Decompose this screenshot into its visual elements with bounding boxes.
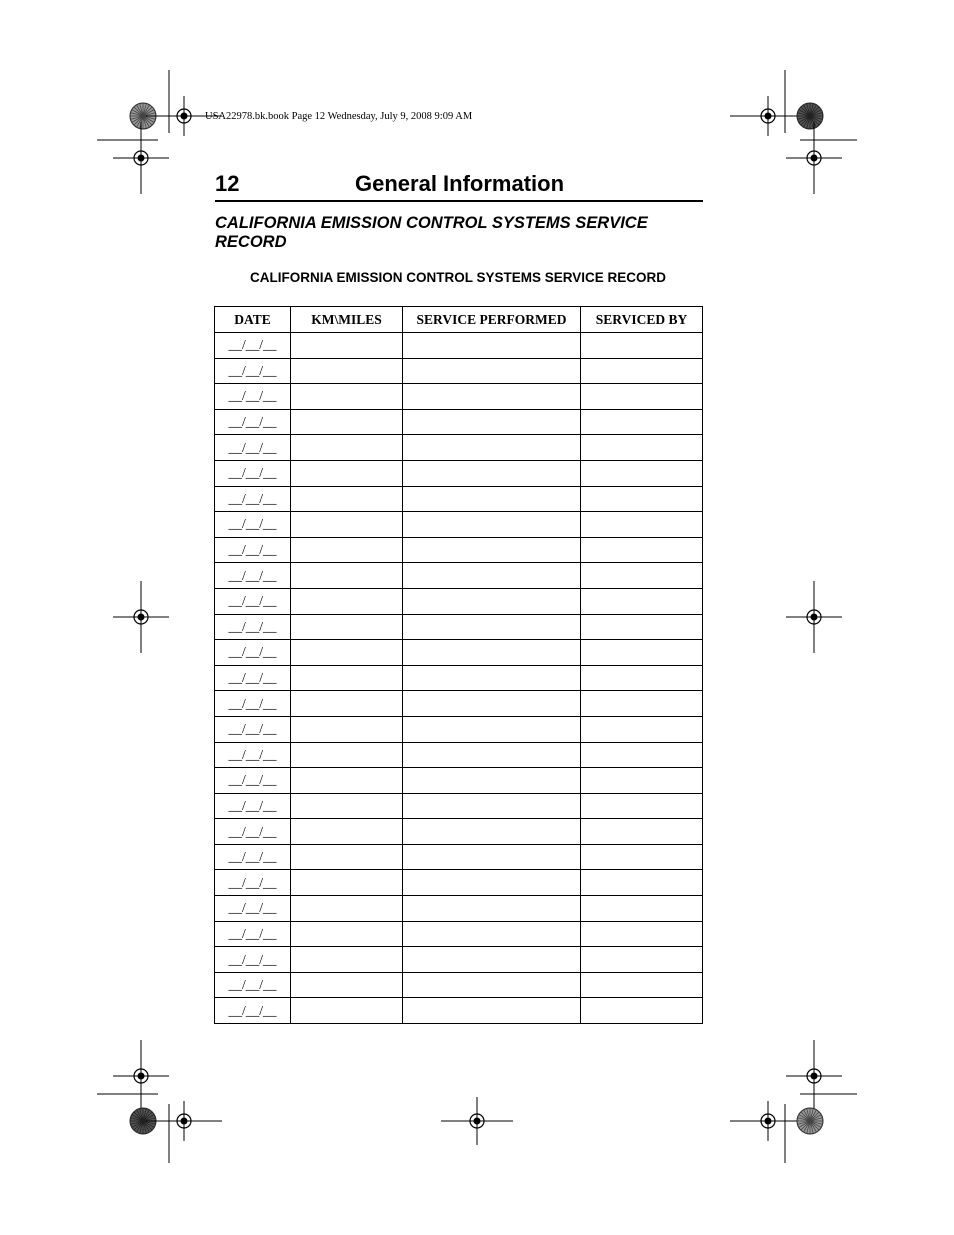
header-service-performed: SERVICE PERFORMED	[403, 307, 581, 333]
date-cell: __/__/__	[215, 691, 291, 717]
table-row	[215, 460, 703, 486]
km-miles-cell	[291, 665, 403, 691]
page-title: General Information	[355, 171, 565, 196]
table-row	[215, 435, 703, 461]
table-row	[215, 512, 703, 538]
table-row	[215, 716, 703, 742]
km-miles-cell	[291, 409, 403, 435]
service-performed-cell	[403, 870, 581, 896]
date-cell: __/__/__	[215, 921, 291, 947]
date-cell: __/__/__	[215, 972, 291, 998]
table-row	[215, 819, 703, 845]
service-performed-cell	[403, 640, 581, 666]
table-row	[215, 896, 703, 922]
table-row	[215, 563, 703, 589]
km-miles-cell	[291, 460, 403, 486]
serviced-by-cell	[581, 665, 703, 691]
serviced-by-cell	[581, 947, 703, 973]
serviced-by-cell	[581, 972, 703, 998]
service-performed-cell	[403, 384, 581, 410]
service-performed-cell	[403, 409, 581, 435]
header-km-miles: KM\MILES	[291, 307, 403, 333]
serviced-by-cell	[581, 460, 703, 486]
km-miles-cell	[291, 716, 403, 742]
date-cell: __/__/__	[215, 870, 291, 896]
print-slug: USA22978.bk.book Page 12 Wednesday, July 9, 2008 9:09 AM	[205, 111, 473, 122]
service-record-table	[214, 306, 703, 1024]
registration-mark-icon	[786, 1040, 842, 1112]
service-performed-cell	[403, 486, 581, 512]
serviced-by-cell	[581, 563, 703, 589]
color-bar-icon	[797, 103, 823, 129]
date-cell: __/__/__	[215, 486, 291, 512]
service-performed-cell	[403, 998, 581, 1024]
km-miles-cell	[291, 333, 403, 359]
table-row	[215, 742, 703, 768]
service-performed-cell	[403, 563, 581, 589]
table-row	[215, 614, 703, 640]
serviced-by-cell	[581, 819, 703, 845]
section-heading: CALIFORNIA EMISSION CONTROL SYSTEMS SERVICE RECORD	[215, 214, 648, 251]
registration-mark-icon	[786, 122, 842, 194]
service-performed-cell	[403, 716, 581, 742]
service-performed-cell	[403, 512, 581, 538]
serviced-by-cell	[581, 793, 703, 819]
date-cell: __/__/__	[215, 947, 291, 973]
date-cell: __/__/__	[215, 563, 291, 589]
registration-mark-icon	[113, 122, 169, 194]
km-miles-cell	[291, 486, 403, 512]
table-row	[215, 768, 703, 794]
serviced-by-cell	[581, 870, 703, 896]
service-performed-cell	[403, 742, 581, 768]
header-date: DATE	[215, 307, 291, 333]
table-row	[215, 384, 703, 410]
table-caption: CALIFORNIA EMISSION CONTROL SYSTEMS SERVICE RECORD	[249, 270, 667, 285]
service-performed-cell	[403, 614, 581, 640]
service-performed-cell	[403, 947, 581, 973]
km-miles-cell	[291, 614, 403, 640]
serviced-by-cell	[581, 998, 703, 1024]
serviced-by-cell	[581, 844, 703, 870]
table-row	[215, 844, 703, 870]
table-header-row	[215, 307, 703, 333]
date-cell: __/__/__	[215, 435, 291, 461]
km-miles-cell	[291, 947, 403, 973]
service-performed-cell	[403, 537, 581, 563]
title-rule	[215, 200, 703, 202]
registration-mark-icon	[113, 1040, 169, 1112]
date-cell: __/__/__	[215, 716, 291, 742]
service-performed-cell	[403, 460, 581, 486]
km-miles-cell	[291, 768, 403, 794]
date-cell: __/__/__	[215, 409, 291, 435]
date-cell: __/__/__	[215, 844, 291, 870]
service-performed-cell	[403, 358, 581, 384]
registration-mark-icon	[113, 581, 169, 653]
km-miles-cell	[291, 384, 403, 410]
serviced-by-cell	[581, 614, 703, 640]
table-row	[215, 640, 703, 666]
km-miles-cell	[291, 844, 403, 870]
serviced-by-cell	[581, 691, 703, 717]
serviced-by-cell	[581, 768, 703, 794]
serviced-by-cell	[581, 333, 703, 359]
registration-mark-icon	[441, 1097, 513, 1145]
page-number: 12	[215, 171, 240, 196]
date-cell: __/__/__	[215, 512, 291, 538]
date-cell: __/__/__	[215, 358, 291, 384]
table-row	[215, 921, 703, 947]
serviced-by-cell	[581, 358, 703, 384]
date-cell: __/__/__	[215, 998, 291, 1024]
table-row	[215, 972, 703, 998]
date-cell: __/__/__	[215, 588, 291, 614]
km-miles-cell	[291, 742, 403, 768]
date-cell: __/__/__	[215, 384, 291, 410]
table-row	[215, 998, 703, 1024]
table-row	[215, 358, 703, 384]
km-miles-cell	[291, 896, 403, 922]
serviced-by-cell	[581, 537, 703, 563]
km-miles-cell	[291, 870, 403, 896]
service-performed-cell	[403, 333, 581, 359]
date-cell: __/__/__	[215, 793, 291, 819]
km-miles-cell	[291, 998, 403, 1024]
date-cell: __/__/__	[215, 614, 291, 640]
registration-mark-icon	[786, 581, 842, 653]
registration-mark-icon	[730, 1101, 806, 1141]
km-miles-cell	[291, 793, 403, 819]
serviced-by-cell	[581, 435, 703, 461]
service-performed-cell	[403, 691, 581, 717]
service-performed-cell	[403, 768, 581, 794]
service-performed-cell	[403, 844, 581, 870]
serviced-by-cell	[581, 896, 703, 922]
table-body	[215, 333, 703, 1024]
date-cell: __/__/__	[215, 537, 291, 563]
table-row	[215, 870, 703, 896]
table-row	[215, 333, 703, 359]
color-bar-icon	[797, 1108, 823, 1134]
table-row	[215, 486, 703, 512]
table-row	[215, 691, 703, 717]
service-performed-cell	[403, 819, 581, 845]
serviced-by-cell	[581, 384, 703, 410]
serviced-by-cell	[581, 409, 703, 435]
date-cell: __/__/__	[215, 742, 291, 768]
date-cell: __/__/__	[215, 896, 291, 922]
km-miles-cell	[291, 640, 403, 666]
serviced-by-cell	[581, 921, 703, 947]
table-row	[215, 793, 703, 819]
table-row	[215, 409, 703, 435]
service-performed-cell	[403, 896, 581, 922]
registration-mark-icon	[146, 1101, 222, 1141]
service-performed-cell	[403, 435, 581, 461]
service-performed-cell	[403, 972, 581, 998]
table-row	[215, 947, 703, 973]
date-cell: __/__/__	[215, 333, 291, 359]
km-miles-cell	[291, 537, 403, 563]
date-cell: __/__/__	[215, 665, 291, 691]
serviced-by-cell	[581, 742, 703, 768]
header-serviced-by: SERVICED BY	[581, 307, 703, 333]
km-miles-cell	[291, 358, 403, 384]
km-miles-cell	[291, 921, 403, 947]
km-miles-cell	[291, 972, 403, 998]
km-miles-cell	[291, 588, 403, 614]
km-miles-cell	[291, 435, 403, 461]
serviced-by-cell	[581, 486, 703, 512]
km-miles-cell	[291, 691, 403, 717]
date-cell: __/__/__	[215, 819, 291, 845]
km-miles-cell	[291, 563, 403, 589]
serviced-by-cell	[581, 640, 703, 666]
service-performed-cell	[403, 588, 581, 614]
service-performed-cell	[403, 921, 581, 947]
km-miles-cell	[291, 512, 403, 538]
km-miles-cell	[291, 819, 403, 845]
table-row	[215, 588, 703, 614]
service-performed-cell	[403, 665, 581, 691]
date-cell: __/__/__	[215, 640, 291, 666]
serviced-by-cell	[581, 588, 703, 614]
table-row	[215, 665, 703, 691]
serviced-by-cell	[581, 716, 703, 742]
table-row	[215, 537, 703, 563]
service-performed-cell	[403, 793, 581, 819]
date-cell: __/__/__	[215, 460, 291, 486]
serviced-by-cell	[581, 512, 703, 538]
registration-mark-icon	[730, 96, 806, 136]
date-cell: __/__/__	[215, 768, 291, 794]
